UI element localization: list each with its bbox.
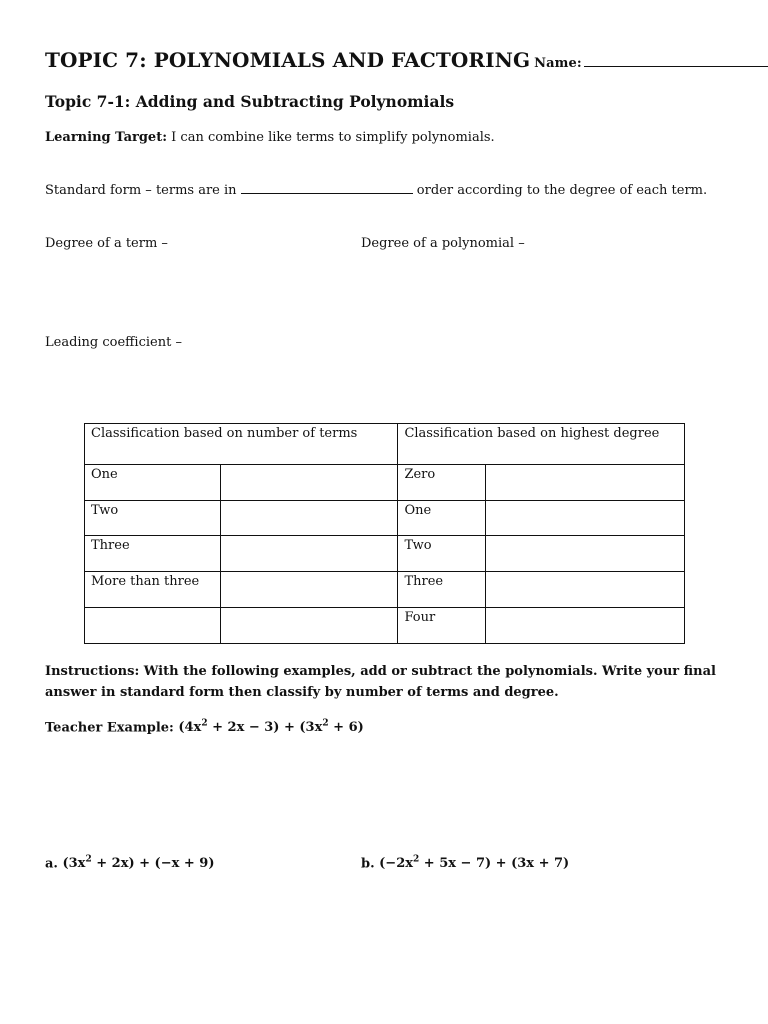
table-row bbox=[85, 572, 685, 608]
degree-of-polynomial: Degree of a polynomial – bbox=[361, 236, 525, 251]
terms-answer-cell[interactable] bbox=[220, 572, 398, 608]
example-a-expression bbox=[62, 856, 214, 871]
table-row bbox=[85, 465, 685, 501]
expr-part: + 6) bbox=[328, 720, 364, 736]
expr-part: (−2x bbox=[379, 856, 413, 872]
terms-answer-cell[interactable] bbox=[220, 501, 398, 536]
classification-table bbox=[84, 423, 685, 644]
degree-label: Four bbox=[398, 608, 486, 644]
learning-target-text: I can combine like terms to simplify polynomials. bbox=[167, 130, 495, 145]
terms-label[interactable] bbox=[85, 608, 221, 644]
exponent: 2 bbox=[85, 855, 92, 865]
header-number-of-terms: Classification based on number of terms bbox=[85, 424, 398, 465]
standard-form-after: order according to the degree of each term. bbox=[412, 183, 708, 198]
instructions-line-2: answer in standard form then classify by number of terms and degree. bbox=[45, 685, 559, 700]
degree-label: One bbox=[398, 501, 486, 536]
terms-label: Two bbox=[85, 501, 221, 536]
degree-label: Two bbox=[398, 536, 486, 572]
lesson-subtitle: Topic 7-1: Adding and Subtracting Polynomials bbox=[45, 92, 455, 111]
table-header-row bbox=[85, 424, 685, 465]
terms-answer-cell[interactable] bbox=[220, 608, 398, 644]
expr-part: (4x bbox=[178, 720, 202, 736]
example-a bbox=[45, 855, 214, 871]
degree-answer-cell[interactable] bbox=[486, 501, 685, 536]
teacher-example bbox=[45, 719, 364, 735]
terms-answer-cell[interactable] bbox=[220, 465, 398, 501]
degree-answer-cell[interactable] bbox=[486, 536, 685, 572]
instructions-line-1: Instructions: With the following examples, add or subtract the polynomials. Write your final bbox=[45, 664, 716, 679]
teacher-example-expression bbox=[178, 720, 363, 735]
example-a-label: a. bbox=[45, 856, 63, 872]
degree-label: Three bbox=[398, 572, 486, 608]
name-label: Name: bbox=[534, 56, 582, 71]
teacher-example-label: Teacher Example: bbox=[45, 720, 179, 736]
leading-coefficient: Leading coefficient – bbox=[45, 335, 182, 350]
example-b bbox=[361, 855, 569, 871]
header-highest-degree: Classification based on highest degree bbox=[398, 424, 685, 465]
terms-answer-cell[interactable] bbox=[220, 536, 398, 572]
exponent: 2 bbox=[413, 855, 420, 865]
terms-label: One bbox=[85, 465, 221, 501]
standard-form-definition bbox=[45, 181, 707, 198]
name-blank-line[interactable] bbox=[584, 54, 768, 67]
terms-label: Three bbox=[85, 536, 221, 572]
expr-part: + 2x) + (−x + 9) bbox=[91, 856, 215, 872]
expr-part: + 5x − 7) + (3x + 7) bbox=[419, 856, 570, 872]
table-row bbox=[85, 501, 685, 536]
degree-label: Zero bbox=[398, 465, 486, 501]
degree-of-term: Degree of a term – bbox=[45, 236, 168, 251]
degree-answer-cell[interactable] bbox=[486, 608, 685, 644]
table-row bbox=[85, 608, 685, 644]
expr-part: + 2x − 3) + (3x bbox=[207, 720, 323, 736]
expr-part: (3x bbox=[62, 856, 86, 872]
example-b-expression bbox=[379, 856, 569, 871]
topic-title: TOPIC 7: POLYNOMIALS AND FACTORING bbox=[45, 48, 531, 72]
example-b-label: b. bbox=[361, 856, 380, 872]
exponent: 2 bbox=[201, 719, 208, 729]
learning-target-label: Learning Target: bbox=[45, 130, 168, 145]
terms-label: More than three bbox=[85, 572, 221, 608]
table-row bbox=[85, 536, 685, 572]
page-title bbox=[45, 48, 768, 72]
degree-answer-cell[interactable] bbox=[486, 465, 685, 501]
learning-target bbox=[45, 130, 495, 145]
degree-answer-cell[interactable] bbox=[486, 572, 685, 608]
standard-form-blank[interactable] bbox=[241, 181, 413, 194]
standard-form-before: Standard form – terms are in bbox=[45, 183, 241, 198]
exponent: 2 bbox=[322, 719, 329, 729]
